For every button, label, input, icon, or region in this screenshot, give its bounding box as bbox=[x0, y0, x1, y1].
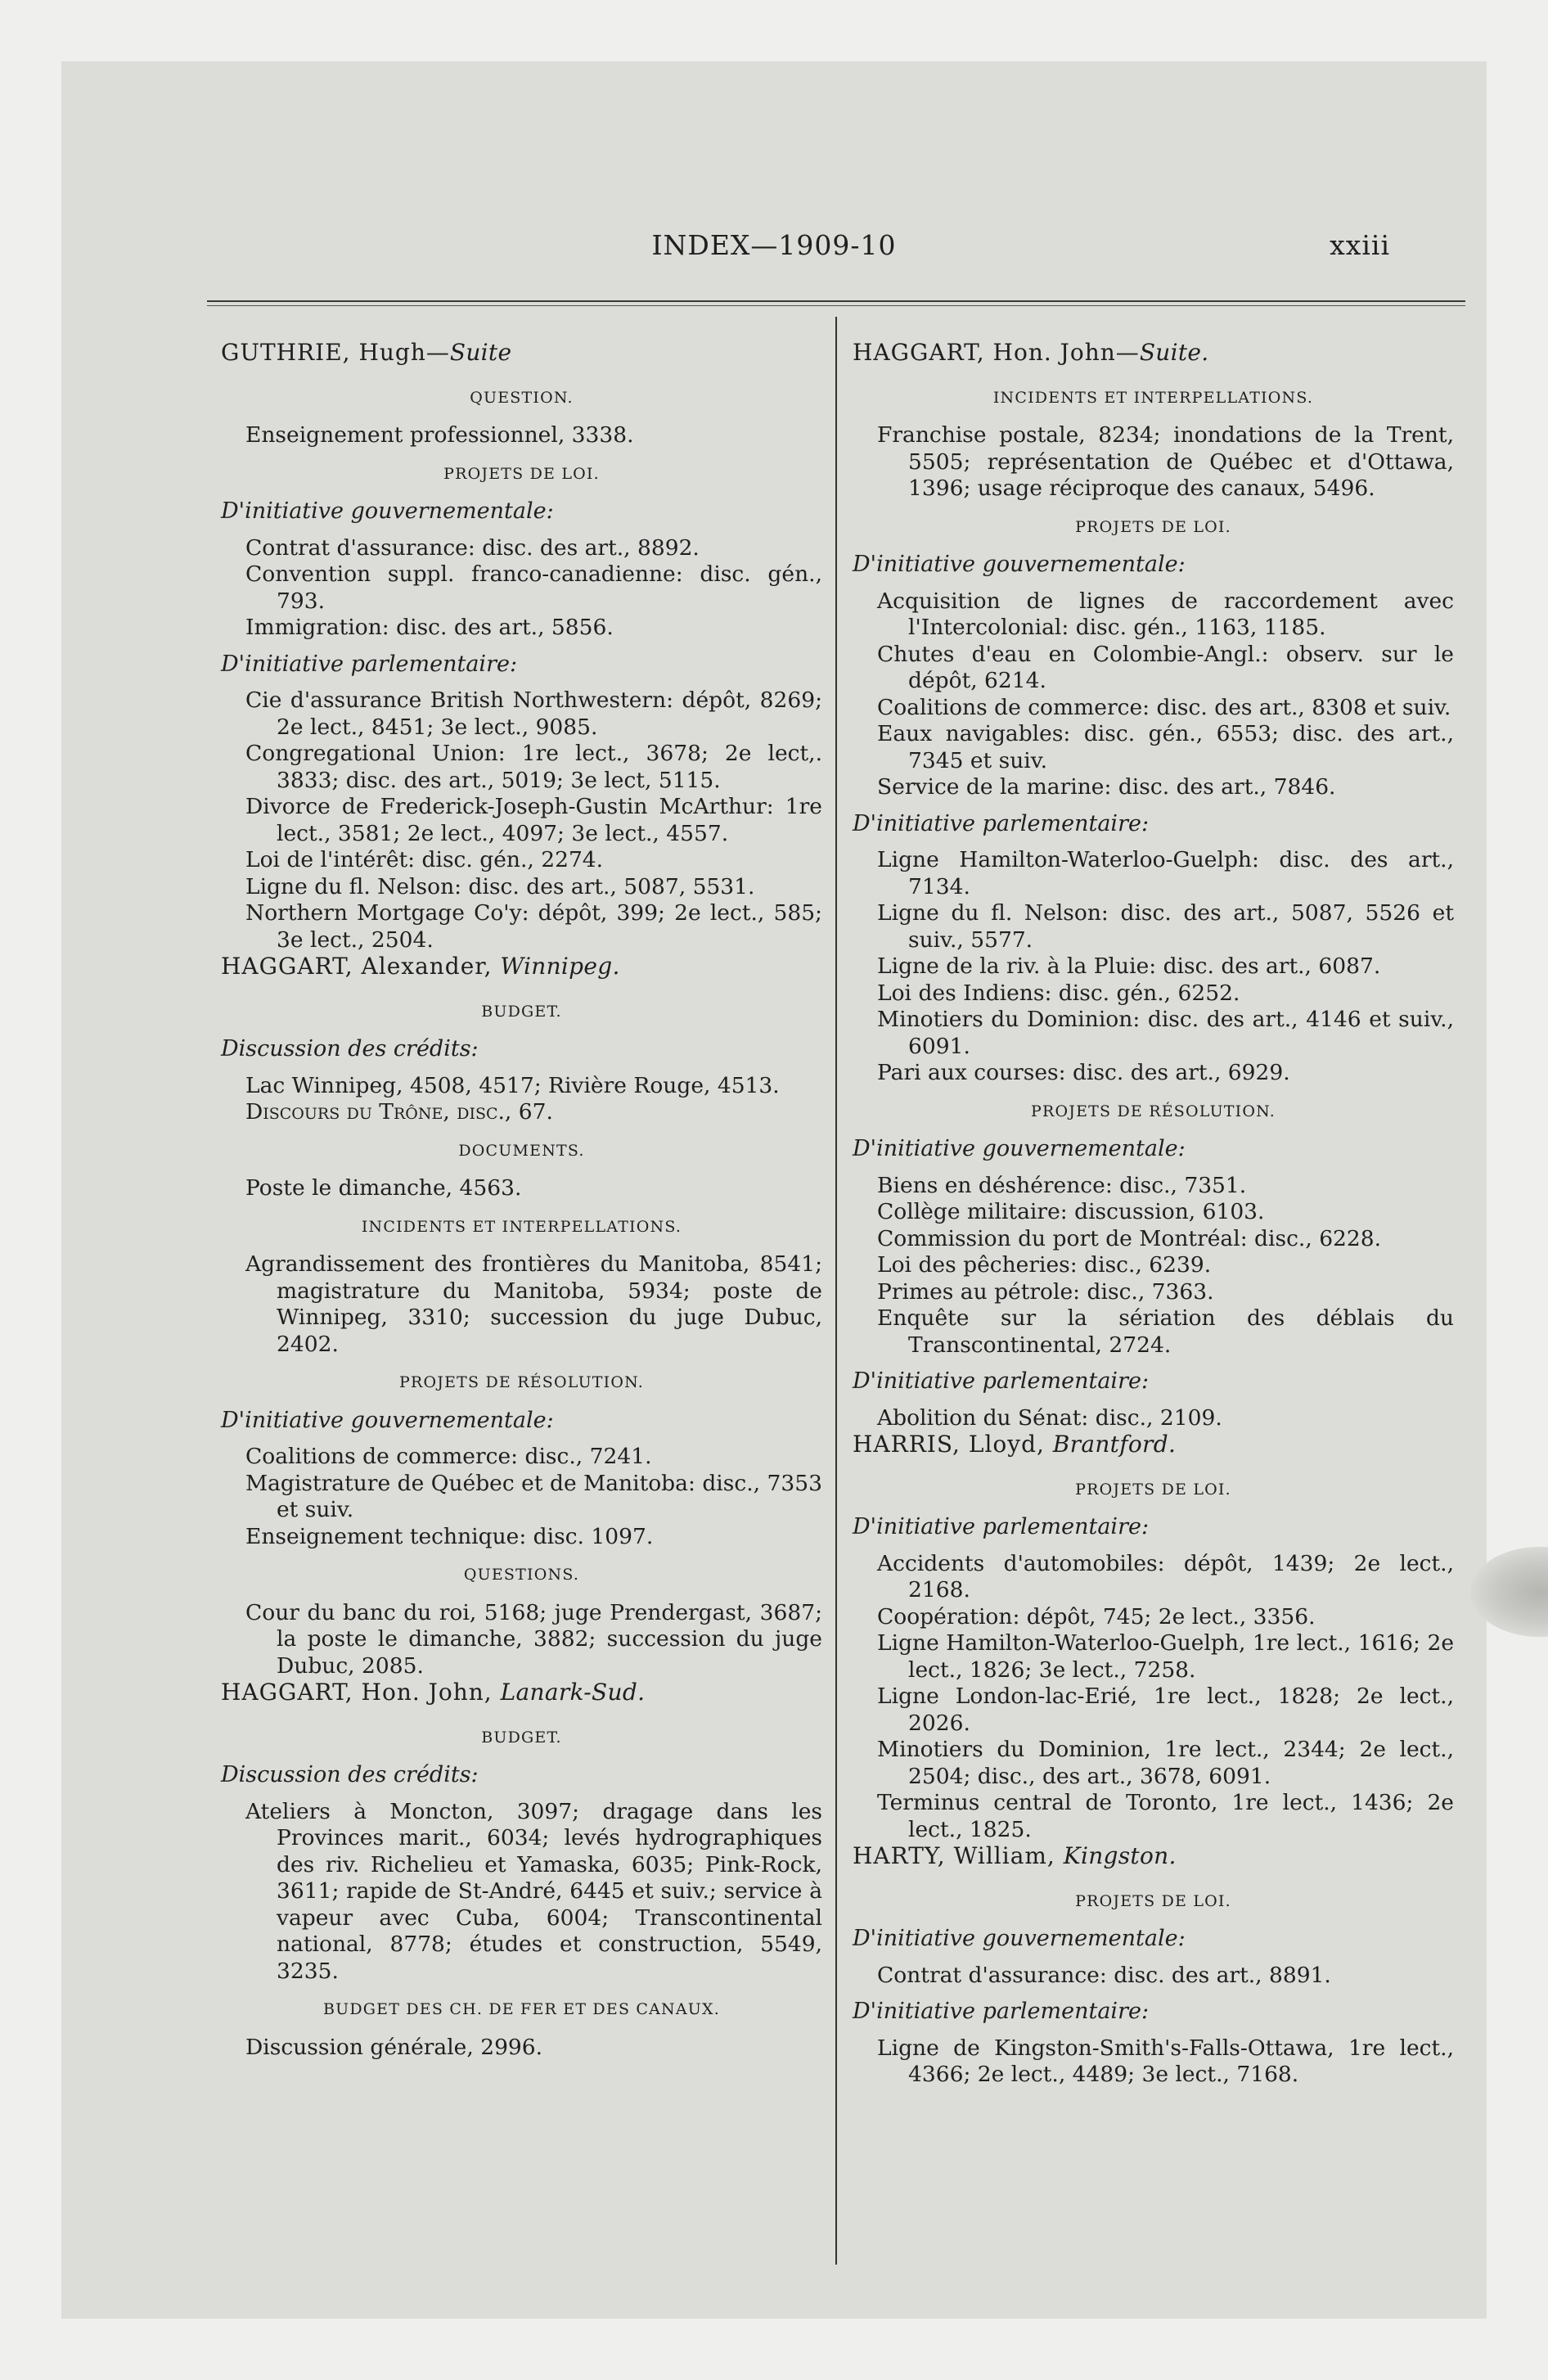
index-name-text: HAGGART, Alexander, bbox=[221, 953, 501, 980]
index-name-suffix: Suite bbox=[449, 339, 512, 366]
index-name bbox=[221, 340, 822, 367]
section-heading: DOCUMENTS. bbox=[458, 1141, 585, 1160]
index-entry: Terminus central de Toronto, 1re lect., 1436; 2e lect., 1825. bbox=[877, 1790, 1454, 1842]
header-rule-thin bbox=[207, 305, 1465, 306]
index-name-text: HARRIS, Lloyd, bbox=[853, 1431, 1053, 1458]
category-label: D'initiative gouvernementale: bbox=[853, 1926, 1186, 1951]
page-number: xxiii bbox=[1330, 229, 1390, 261]
running-title: INDEX—1909-10 bbox=[651, 229, 897, 261]
index-entry: Minotiers du Dominion: disc. des art., 4146 et suiv., 6091. bbox=[877, 1007, 1454, 1059]
index-entry: Coopération: dépôt, 745; 2e lect., 3356. bbox=[877, 1603, 1316, 1629]
index-entry: Chutes d'eau en Colombie-Angl.: observ. sur le dépôt, 6214. bbox=[877, 641, 1454, 693]
index-entry: Minotiers du Dominion, 1re lect., 2344; 2e lect., 2504; disc., des art., 3678, 6091. bbox=[877, 1737, 1454, 1789]
index-entry: Biens en déshérence: disc., 7351. bbox=[877, 1172, 1247, 1198]
category-label: D'initiative gouvernementale: bbox=[853, 552, 1186, 577]
section-heading: INCIDENTS ET INTERPELLATIONS. bbox=[361, 1217, 682, 1236]
index-entry: Northern Mortgage Co'y: dépôt, 399; 2e lect., 585; 3e lect., 2504. bbox=[245, 900, 822, 953]
index-entry: Contrat d'assurance: disc. des art., 8891. bbox=[877, 1962, 1331, 1988]
index-entry: Franchise postale, 8234; inondations de la Trent, 5505; représentation de Québec et d'Ottawa, 1396; usage réciproque des canaux, 5496. bbox=[877, 422, 1454, 501]
index-entry: Abolition du Sénat: disc., 2109. bbox=[877, 1404, 1222, 1431]
index-entry: Loi des Indiens: disc. gén., 6252. bbox=[877, 980, 1240, 1006]
index-entry: Discours du Trône, disc., 67. bbox=[245, 1099, 553, 1125]
section-heading: PROJETS DE LOI. bbox=[443, 464, 600, 483]
index-name bbox=[853, 340, 1454, 367]
index-entry: Enquête sur la sériation des déblais du Transcontinental, 2724. bbox=[877, 1305, 1454, 1358]
section-heading: QUESTIONS. bbox=[463, 1566, 580, 1584]
index-entry: Congregational Union: 1re lect., 3678; 2e lect,. 3833; disc. des art., 5019; 3e lect, 5115. bbox=[245, 741, 822, 793]
index-entry: Service de la marine: disc. des art., 7846. bbox=[877, 774, 1336, 800]
index-entry: Convention suppl. franco-canadienne: disc. gén., 793. bbox=[245, 561, 822, 614]
index-entry: Poste le dimanche, 4563. bbox=[245, 1175, 522, 1201]
category-label: D'initiative parlementaire: bbox=[853, 1514, 1150, 1539]
section-heading: BUDGET. bbox=[481, 1002, 562, 1021]
index-entry: Ligne de Kingston-Smith's-Falls-Ottawa, 1re lect., 4366; 2e lect., 4489; 3e lect., 7168. bbox=[877, 2035, 1454, 2087]
index-name-suffix: Kingston. bbox=[1063, 1842, 1177, 1869]
category-label: Discussion des crédits: bbox=[221, 1036, 479, 1062]
category-label: D'initiative gouvernementale: bbox=[221, 1407, 554, 1433]
index-name bbox=[221, 953, 822, 980]
section-heading: INCIDENTS ET INTERPELLATIONS. bbox=[992, 388, 1314, 407]
index-name-text: GUTHRIE, Hugh— bbox=[221, 339, 450, 366]
category-label: D'initiative gouvernementale: bbox=[853, 1136, 1186, 1161]
header-rule bbox=[207, 300, 1465, 302]
index-name-suffix: Winnipeg. bbox=[500, 953, 620, 980]
category-label: D'initiative parlementaire: bbox=[853, 1999, 1150, 2024]
section-heading: PROJETS DE RÉSOLUTION. bbox=[399, 1373, 644, 1391]
index-name-text: HAGGART, Hon. John— bbox=[853, 339, 1140, 366]
index-entry: Eaux navigables: disc. gén., 6553; disc. des art., 7345 et suiv. bbox=[877, 721, 1454, 773]
index-entry: Divorce de Frederick-Joseph-Gustin McArthur: 1re lect., 3581; 2e lect., 4097; 3e lect., 4557. bbox=[245, 794, 822, 846]
index-entry: Discussion générale, 2996. bbox=[245, 2034, 543, 2060]
section-heading: BUDGET. bbox=[481, 1728, 562, 1747]
index-entry: Primes au pétrole: disc., 7363. bbox=[877, 1278, 1214, 1305]
index-entry: Commission du port de Montréal: disc., 6228. bbox=[877, 1225, 1382, 1251]
index-entry: Coalitions de commerce: disc., 7241. bbox=[245, 1444, 652, 1469]
index-entry: Loi de l'intérêt: disc. gén., 2274. bbox=[245, 847, 604, 872]
index-name bbox=[853, 1431, 1454, 1458]
index-entry: Lac Winnipeg, 4508, 4517; Rivière Rouge, 4513. bbox=[245, 1072, 780, 1098]
page bbox=[61, 61, 1487, 2319]
category-label: D'initiative parlementaire: bbox=[853, 810, 1150, 836]
category-label: D'initiative parlementaire: bbox=[853, 1368, 1150, 1394]
index-name-suffix: Brantford. bbox=[1052, 1431, 1177, 1458]
column-divider bbox=[835, 317, 837, 2265]
section-heading: PROJETS DE RÉSOLUTION. bbox=[1031, 1102, 1276, 1120]
index-entry: Ligne Hamilton-Waterloo-Guelph, 1re lect., 1616; 2e lect., 1826; 3e lect., 7258. bbox=[877, 1630, 1454, 1683]
section-heading: BUDGET DES CH. DE FER ET DES CANAUX. bbox=[323, 2000, 720, 2018]
index-entry: Agrandissement des frontières du Manitoba, 8541; magistrature du Manitoba, 5934; poste de Winnipeg, 3310; succession du juge Dubuc, 2402. bbox=[245, 1251, 822, 1357]
index-entry: Ateliers à Moncton, 3097; dragage dans les Provinces marit., 6034; levés hydrographiques des riv. Richelieu et Yamaska, 6035; Pink-Rock, 3611; rapide de St-André, 6445 et suiv.; service à vapeur avec Cuba, 6004; Transcontinental national, 8778; études et construction, 5549, 3235. bbox=[245, 1798, 822, 1984]
paper-stain bbox=[1470, 1547, 1548, 1637]
index-entry: Enseignement technique: disc. 1097. bbox=[245, 1523, 654, 1549]
index-entry: Accidents d'automobiles: dépôt, 1439; 2e lect., 2168. bbox=[877, 1550, 1454, 1602]
section-heading: PROJETS DE LOI. bbox=[1075, 517, 1231, 536]
section-heading: QUESTION. bbox=[470, 388, 574, 407]
index-entry: Coalitions de commerce: disc. des art., 8308 et suiv. bbox=[877, 694, 1451, 720]
index-name-suffix: Lanark-Sud. bbox=[500, 1679, 646, 1706]
index-entry: Loi des pêcheries: disc., 6239. bbox=[877, 1252, 1212, 1278]
left-column bbox=[221, 340, 822, 2061]
category-label: Discussion des crédits: bbox=[221, 1762, 479, 1787]
index-entry: Pari aux courses: disc. des art., 6929. bbox=[877, 1060, 1290, 1085]
category-label: D'initiative parlementaire: bbox=[221, 651, 518, 677]
index-entry: Collège militaire: discussion, 6103. bbox=[877, 1199, 1265, 1224]
section-heading: PROJETS DE LOI. bbox=[1075, 1891, 1231, 1910]
index-entry: Cie d'assurance British Northwestern: dépôt, 8269; 2e lect., 8451; 3e lect., 9085. bbox=[245, 687, 822, 740]
index-entry: Ligne Hamilton-Waterloo-Guelph: disc. des art., 7134. bbox=[877, 847, 1454, 899]
right-column bbox=[853, 340, 1454, 2089]
index-name bbox=[853, 1843, 1454, 1870]
index-entry: Contrat d'assurance: disc. des art., 8892. bbox=[245, 534, 700, 561]
index-entry: Ligne London-lac-Erié, 1re lect., 1828; 2e lect., 2026. bbox=[877, 1684, 1454, 1736]
index-entry: Ligne du fl. Nelson: disc. des art., 5087, 5531. bbox=[245, 873, 755, 899]
category-label: D'initiative gouvernementale: bbox=[221, 498, 554, 524]
index-name-text: HAGGART, Hon. John, bbox=[221, 1679, 501, 1706]
index-name bbox=[221, 1679, 822, 1706]
index-name-text: HARTY, William, bbox=[853, 1842, 1064, 1869]
section-heading: PROJETS DE LOI. bbox=[1075, 1480, 1231, 1499]
index-name-suffix: Suite. bbox=[1139, 339, 1209, 366]
index-entry: Enseignement professionnel, 3338. bbox=[245, 422, 634, 448]
index-entry: Immigration: disc. des art., 5856. bbox=[245, 615, 614, 640]
index-entry: Magistrature de Québec et de Manitoba: disc., 7353 et suiv. bbox=[245, 1470, 822, 1522]
index-entry: Ligne du fl. Nelson: disc. des art., 5087, 5526 et suiv., 5577. bbox=[877, 900, 1454, 953]
index-entry: Cour du banc du roi, 5168; juge Prendergast, 3687; la poste le dimanche, 3882; succession du juge Dubuc, 2085. bbox=[245, 1599, 822, 1679]
index-entry: Acquisition de lignes de raccordement avec l'Intercolonial: disc. gén., 1163, 1185. bbox=[877, 588, 1454, 640]
index-entry: Ligne de la riv. à la Pluie: disc. des art., 6087. bbox=[877, 953, 1381, 979]
